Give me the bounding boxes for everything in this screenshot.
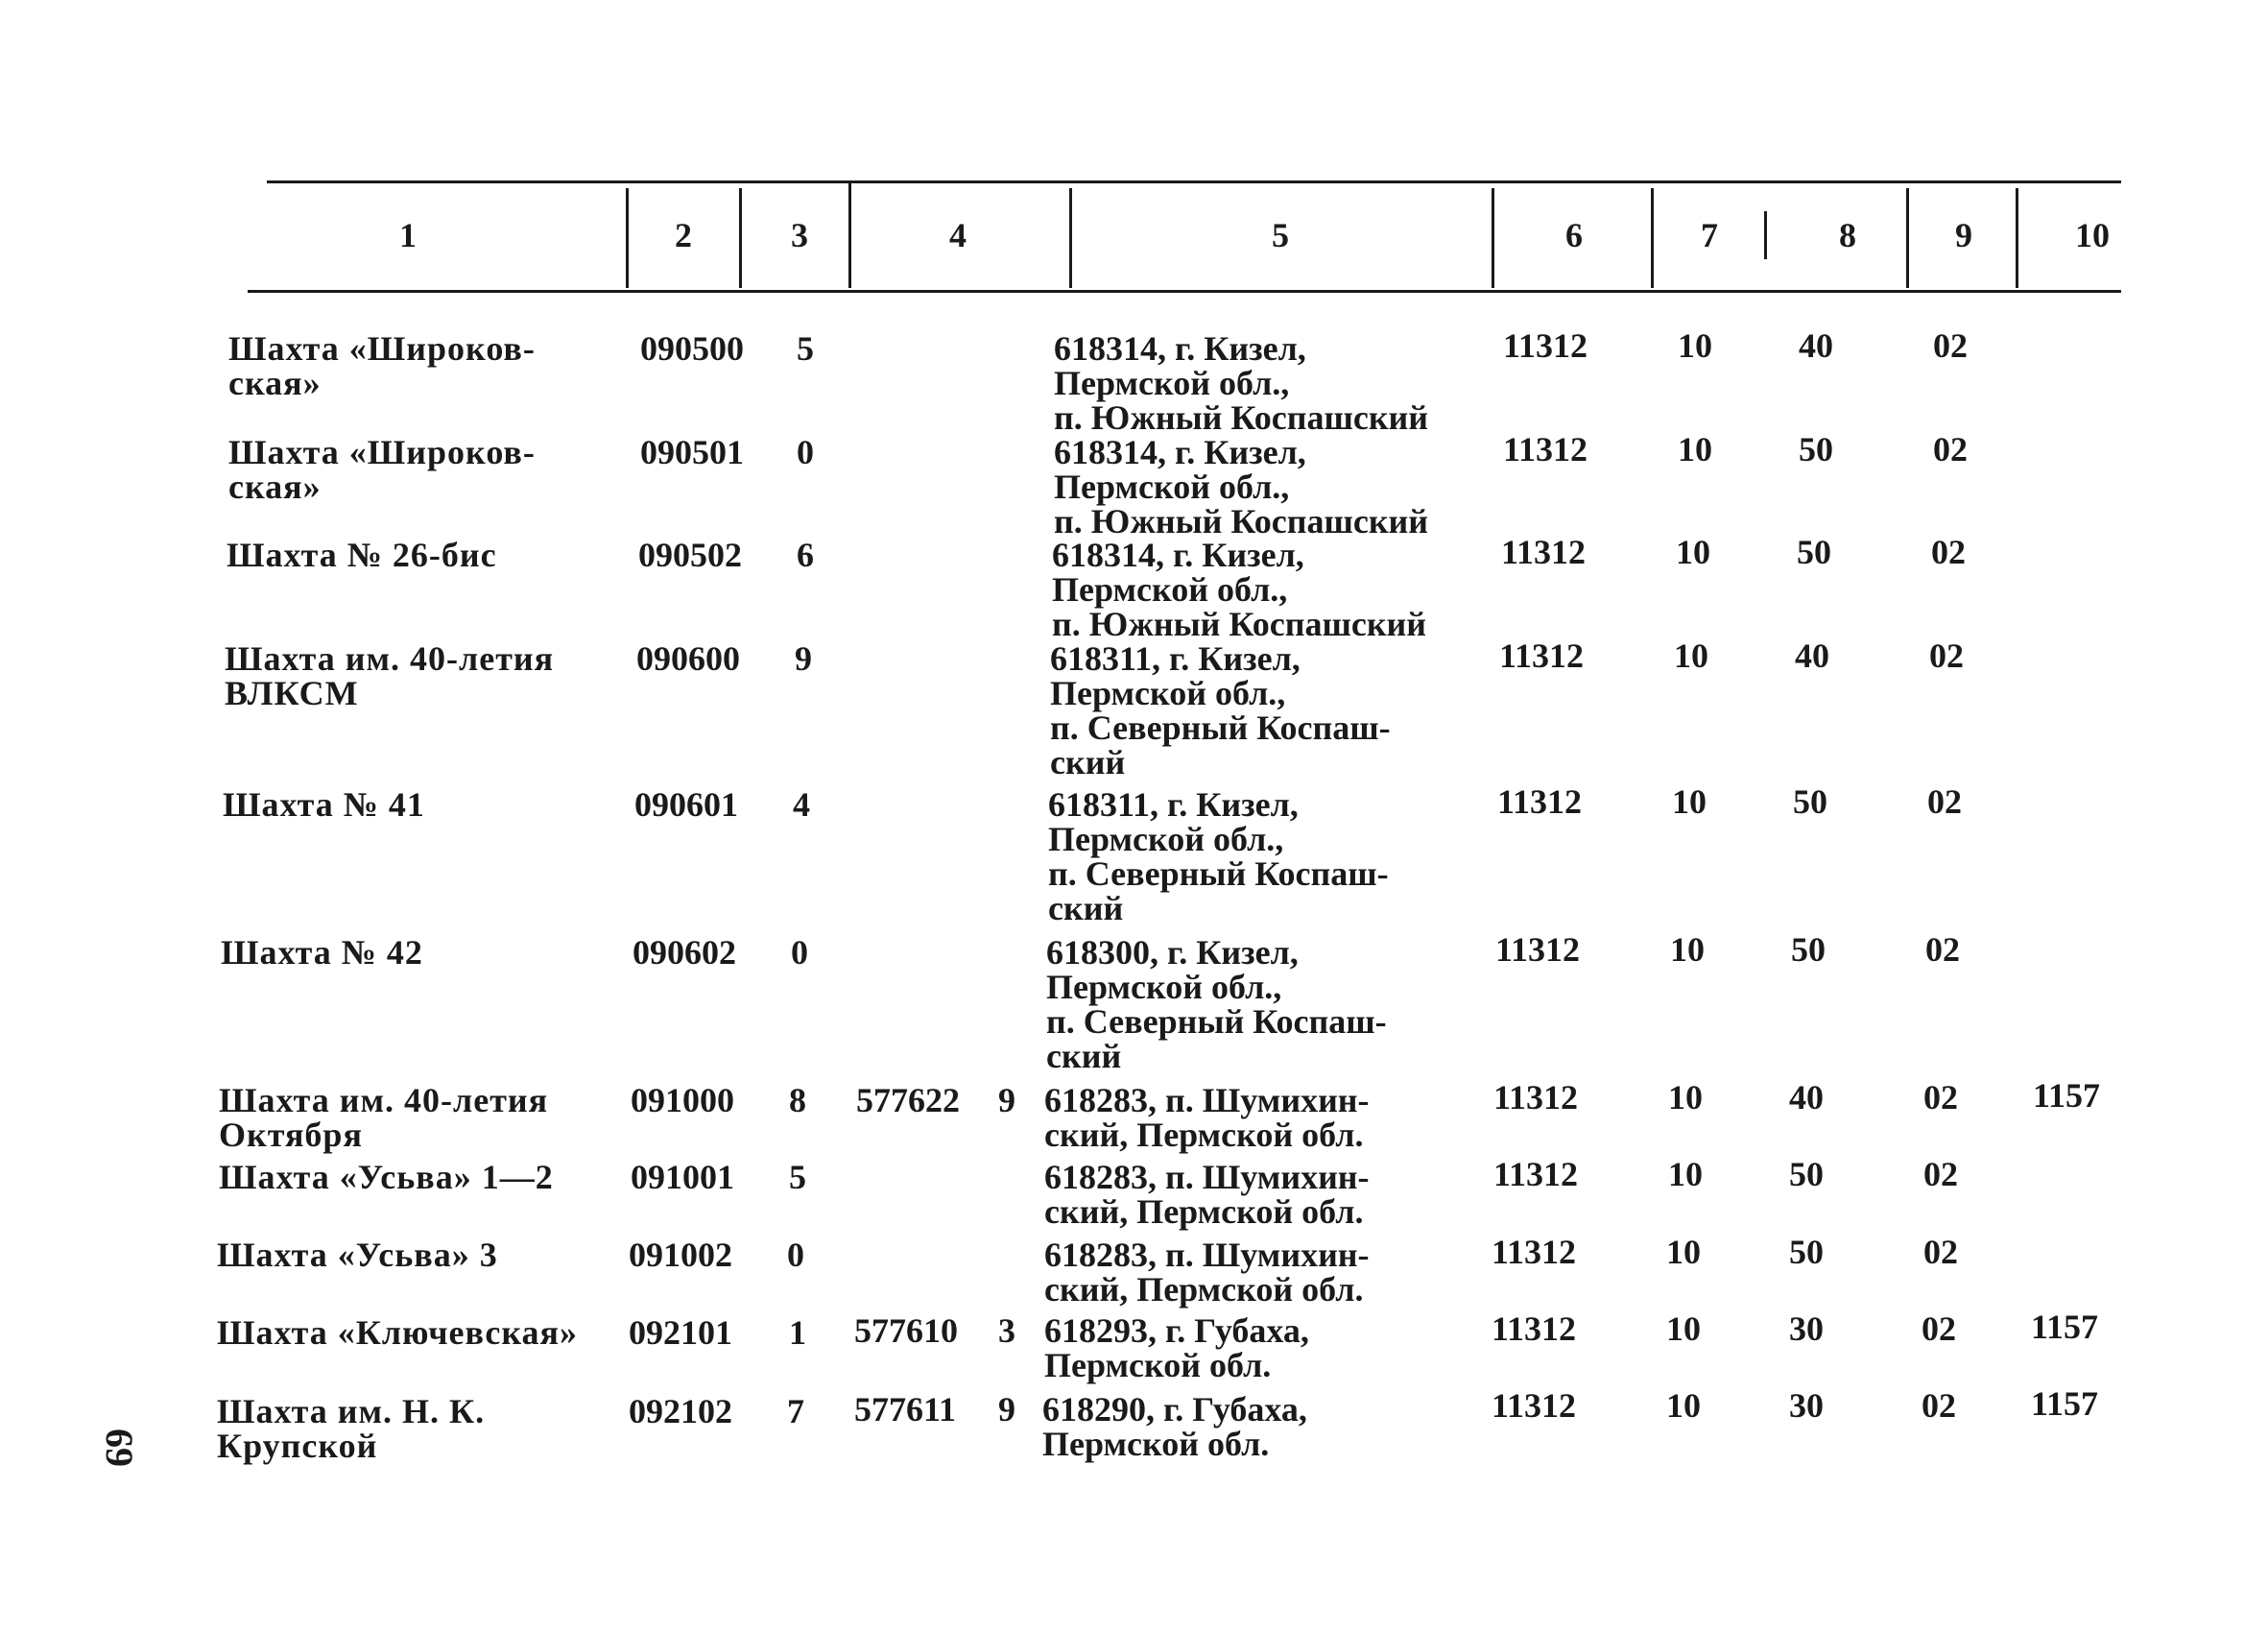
header-divider — [1906, 188, 1909, 288]
check-digit: 6 — [797, 536, 814, 574]
mine-name: Шахта № 42 — [221, 933, 423, 972]
header-divider — [626, 188, 629, 288]
mine-name: Шахта «Широков- ская» — [228, 329, 536, 402]
header-divider — [2016, 188, 2018, 288]
mine-name: Шахта «Ключевская» — [217, 1313, 579, 1352]
enterprise-code: 090600 — [636, 639, 740, 678]
col6-value: 11312 — [1493, 1155, 1579, 1193]
col7-value: 10 — [1668, 1155, 1703, 1193]
col9-value: 02 — [1933, 326, 1968, 365]
col10-value: 1157 — [2033, 1076, 2101, 1115]
col7-value: 10 — [1668, 1078, 1703, 1117]
check-digit: 0 — [791, 933, 808, 972]
column-header-6: 6 — [1565, 216, 1583, 254]
col7-value: 10 — [1672, 782, 1707, 821]
check-digit: 7 — [787, 1392, 804, 1430]
col6-value: 11312 — [1492, 1386, 1577, 1425]
enterprise-code: 091001 — [631, 1158, 734, 1196]
column-header-1: 1 — [399, 216, 417, 254]
col8-value: 50 — [1797, 533, 1831, 571]
mine-name: Шахта им. 40-летия ВЛКСМ — [225, 639, 555, 712]
check-digit: 0 — [797, 433, 814, 471]
col7-value: 10 — [1666, 1386, 1701, 1425]
address: 618314, г. Кизел, Пермской обл., п. Южный Коспашский — [1052, 536, 1427, 643]
col9-value: 02 — [1923, 1155, 1958, 1193]
address: 618290, г. Губаха, Пермской обл. — [1042, 1390, 1307, 1463]
col9-value: 02 — [1933, 430, 1968, 468]
col6-value: 11312 — [1492, 1309, 1577, 1348]
header-divider — [1069, 188, 1072, 288]
address: 618311, г. Кизел, Пермской обл., п. Северный Коспаш- ский — [1048, 785, 1389, 927]
column-header-10: 10 — [2075, 216, 2110, 254]
check-digit: 1 — [789, 1313, 806, 1352]
check-digit: 5 — [797, 329, 814, 368]
enterprise-code: 090501 — [640, 433, 744, 471]
col8-value: 50 — [1789, 1155, 1824, 1193]
column-header-9: 9 — [1955, 216, 1972, 254]
col7-value: 10 — [1676, 533, 1710, 571]
mine-name: Шахта № 26-бис — [227, 536, 497, 574]
col6-value: 11312 — [1503, 326, 1588, 365]
col6-value: 11312 — [1493, 1078, 1579, 1117]
col9-value: 02 — [1923, 1233, 1958, 1271]
address: 618314, г. Кизел, Пермской обл., п. Южный Коспашский — [1054, 433, 1429, 540]
col4-check-digit: 9 — [998, 1390, 1015, 1429]
col8-value: 40 — [1795, 636, 1829, 675]
mine-name: Шахта № 41 — [223, 785, 425, 824]
header-divider — [1492, 188, 1494, 288]
col9-value: 02 — [1927, 782, 1962, 821]
address: 618283, п. Шумихин- ский, Пермской обл. — [1044, 1158, 1370, 1231]
header-top-rule — [267, 180, 2121, 183]
col4-check-digit: 9 — [998, 1081, 1015, 1119]
col7-value: 10 — [1674, 636, 1708, 675]
col6-value: 11312 — [1501, 533, 1587, 571]
check-digit: 8 — [789, 1081, 806, 1119]
col4-code: 577622 — [856, 1081, 960, 1119]
col8-value: 40 — [1799, 326, 1833, 365]
header-divider — [1651, 188, 1654, 288]
enterprise-code: 090502 — [638, 536, 742, 574]
header-bottom-rule — [248, 290, 2121, 293]
address: 618300, г. Кизел, Пермской обл., п. Северный Коспаш- ский — [1046, 933, 1387, 1075]
col4-check-digit: 3 — [998, 1311, 1015, 1350]
col8-value: 50 — [1791, 930, 1826, 969]
address: 618314, г. Кизел, Пермской обл., п. Южный Коспашский — [1054, 329, 1429, 437]
column-header-2: 2 — [675, 216, 692, 254]
col8-value: 30 — [1789, 1309, 1824, 1348]
enterprise-code: 090602 — [633, 933, 736, 972]
mine-name: Шахта «Усьва» 3 — [217, 1236, 498, 1274]
col6-value: 11312 — [1499, 636, 1585, 675]
address: 618283, п. Шумихин- ский, Пермской обл. — [1044, 1236, 1370, 1309]
enterprise-code: 092102 — [629, 1392, 732, 1430]
check-digit: 0 — [787, 1236, 804, 1274]
header-divider — [739, 188, 742, 288]
col6-value: 11312 — [1492, 1233, 1577, 1271]
header-divider — [848, 182, 851, 288]
col8-value: 40 — [1789, 1078, 1824, 1117]
address: 618283, п. Шумихин- ский, Пермской обл. — [1044, 1081, 1370, 1154]
col8-value: 50 — [1799, 430, 1833, 468]
address: 618293, г. Губаха, Пермской обл. — [1044, 1311, 1309, 1384]
column-header-5: 5 — [1272, 216, 1289, 254]
column-header-4: 4 — [949, 216, 967, 254]
enterprise-code: 090500 — [640, 329, 744, 368]
col9-value: 02 — [1931, 533, 1966, 571]
header-divider — [1764, 211, 1767, 259]
enterprise-code: 091002 — [629, 1236, 732, 1274]
col9-value: 02 — [1925, 930, 1960, 969]
col7-value: 10 — [1666, 1309, 1701, 1348]
col7-value: 10 — [1678, 326, 1712, 365]
check-digit: 9 — [795, 639, 812, 678]
col9-value: 02 — [1922, 1386, 1956, 1425]
mine-name: Шахта им. Н. К. Крупской — [217, 1392, 486, 1465]
column-header-8: 8 — [1839, 216, 1856, 254]
column-header-3: 3 — [791, 216, 808, 254]
check-digit: 5 — [789, 1158, 806, 1196]
col6-value: 11312 — [1497, 782, 1583, 821]
col8-value: 30 — [1789, 1386, 1824, 1425]
col8-value: 50 — [1789, 1233, 1824, 1271]
col7-value: 10 — [1670, 930, 1705, 969]
col4-code: 577610 — [854, 1311, 958, 1350]
mine-name: Шахта «Усьва» 1—2 — [219, 1158, 554, 1196]
col7-value: 10 — [1678, 430, 1712, 468]
col9-value: 02 — [1923, 1078, 1958, 1117]
col6-value: 11312 — [1503, 430, 1588, 468]
column-header-7: 7 — [1701, 216, 1718, 254]
address: 618311, г. Кизел, Пермской обл., п. Северный Коспаш- ский — [1050, 639, 1391, 781]
col9-value: 02 — [1929, 636, 1964, 675]
mine-name: Шахта им. 40-летия Октября — [219, 1081, 549, 1154]
mine-name: Шахта «Широков- ская» — [228, 433, 536, 506]
col4-code: 577611 — [854, 1390, 957, 1429]
col10-value: 1157 — [2031, 1384, 2099, 1423]
col8-value: 50 — [1793, 782, 1827, 821]
page-number: 69 — [98, 1429, 141, 1467]
col9-value: 02 — [1922, 1309, 1956, 1348]
enterprise-code: 092101 — [629, 1313, 732, 1352]
col7-value: 10 — [1666, 1233, 1701, 1271]
check-digit: 4 — [793, 785, 810, 824]
enterprise-code: 090601 — [634, 785, 738, 824]
enterprise-code: 091000 — [631, 1081, 734, 1119]
col10-value: 1157 — [2031, 1308, 2099, 1346]
col6-value: 11312 — [1495, 930, 1581, 969]
